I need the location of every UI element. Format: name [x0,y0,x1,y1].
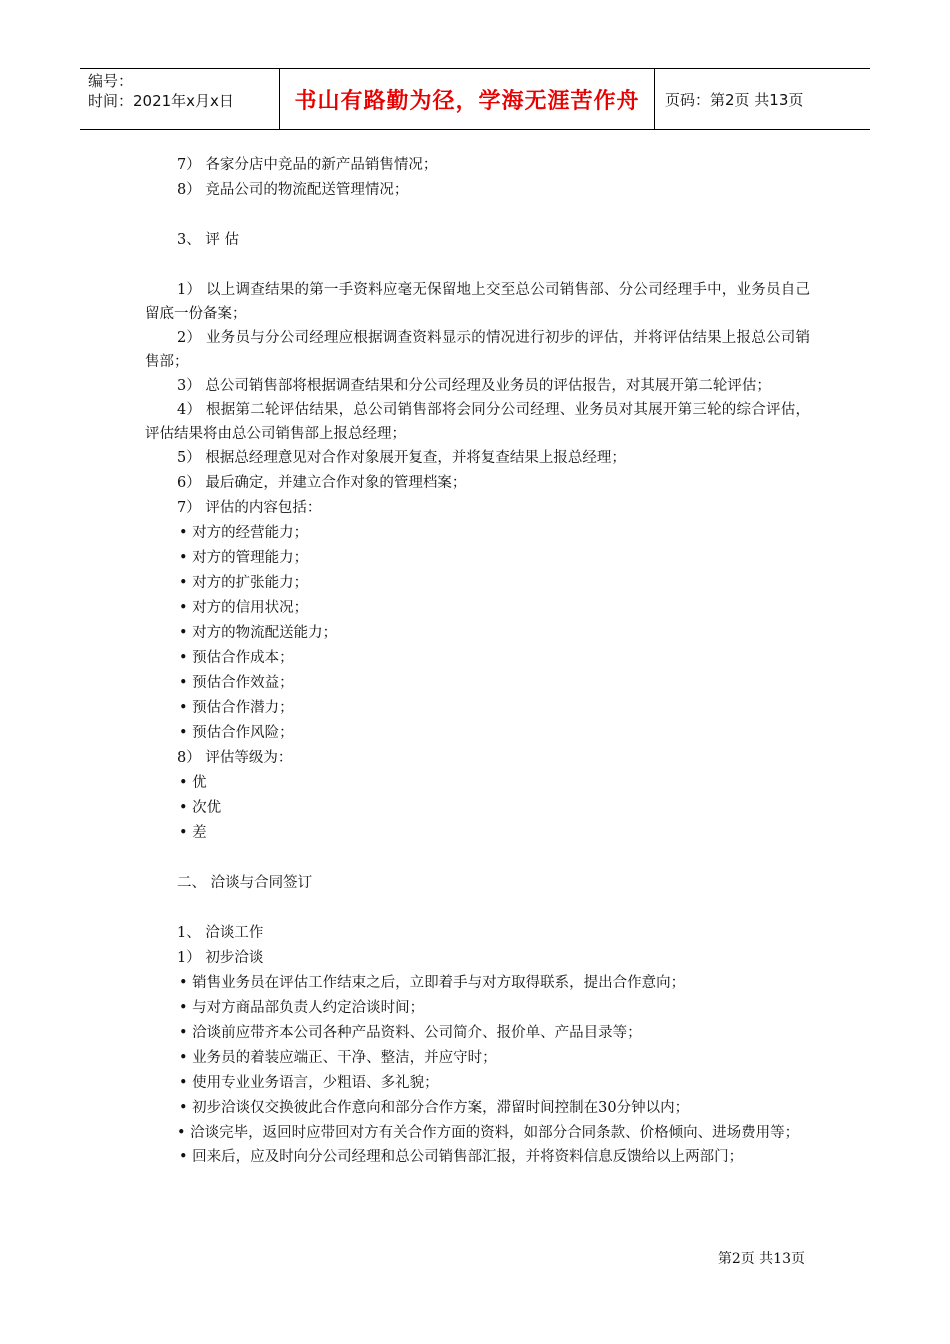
list-item: 6） 最后确定，并建立合作对象的管理档案； [177,475,467,491]
bullet-item: • 对方的信用状况； [179,600,309,616]
bullet-item: • 预估合作成本； [179,650,294,666]
spacer [145,253,810,278]
bullet-item: • 洽谈前应带齐本公司各种产品资料、公司简介、报价单、产品目录等； [179,1025,642,1041]
page-footer: 第2页 共13页 [717,1251,805,1267]
bullet-item: • 优 [179,775,207,791]
spacer [145,846,810,871]
bullet-item: • 使用专业业务语言，少粗语、多礼貌； [179,1075,439,1091]
page-header [80,68,870,130]
header-motto: 书山有路勤为径，学海无涯苦作舟 [280,69,655,129]
list-item: 5） 根据总经理意见对合作对象展开复查，并将复查结果上报总经理； [177,450,626,466]
section-heading: 二、 洽谈与合同签订 [177,875,313,891]
subsection-heading: 1、 洽谈工作 [177,925,264,941]
bullet-item: • 对方的经营能力； [179,525,309,541]
bullet-item: • 销售业务员在评估工作结束之后，立即着手与对方取得联系，提出合作意向； [179,975,686,991]
bullet-item: • 对方的物流配送能力； [179,625,338,641]
list-item: 2） 业务员与分公司经理应根据调查资料显示的情况进行初步的评估，并将评估结果上报总公司销售部； [145,330,810,370]
header-meta [80,69,280,129]
list-item: 1） 以上调查结果的第一手资料应毫无保留地上交至总公司销售部、分公司经理手中，业务员自己留底一份备案； [145,282,810,322]
list-item: 3） 总公司销售部将根据调查结果和分公司经理及业务员的评估报告，对其展开第二轮评估； [177,378,771,394]
list-item: 8） 评估等级为： [177,750,293,766]
bullet-item: • 预估合作风险； [179,725,294,741]
bullet-item: • 业务员的着装应端正、干净、整洁，并应守时； [179,1050,497,1066]
bullet-item: • 预估合作潜力； [179,700,294,716]
document-number-label: 编号： [88,72,134,90]
document-body [145,153,810,1170]
list-item: 1） 初步洽谈 [177,950,264,966]
bullet-item: • 对方的扩张能力； [179,575,309,591]
bullet-item: • 初步洽谈仅交换彼此合作意向和部分合作方案，滞留时间控制在30分钟以内； [179,1100,690,1116]
spacer [145,896,810,921]
list-item: 7） 评估的内容包括： [177,500,322,516]
document-time-label: 时间：2021年x月x日 [88,92,234,110]
bullet-item: • 洽谈完毕，返回时应带回对方有关合作方面的资料，如部分合同条款、价格倾向、进场费用等； [177,1125,800,1141]
list-item: 7） 各家分店中竞品的新产品销售情况； [177,157,438,173]
bullet-item: • 与对方商品部负责人约定洽谈时间； [179,1000,425,1016]
bullet-item: • 次优 [179,800,222,816]
list-item: 4） 根据第二轮评估结果，总公司销售部将会同分公司经理、业务员对其展开第三轮的综合评估，评估结果将由总公司销售部上报总经理； [145,402,810,442]
bullet-item: • 差 [179,825,207,841]
bullet-item: • 对方的管理能力； [179,550,309,566]
list-item: 8） 竞品公司的物流配送管理情况； [177,182,409,198]
section-heading: 3、 评 估 [177,232,239,248]
bullet-item: • 预估合作效益； [179,675,294,691]
spacer [145,203,810,228]
header-page-info: 页码：第2页 共13页 [665,90,804,109]
bullet-item: • 回来后，应及时向分公司经理和总公司销售部汇报，并将资料信息反馈给以上两部门； [179,1149,744,1165]
